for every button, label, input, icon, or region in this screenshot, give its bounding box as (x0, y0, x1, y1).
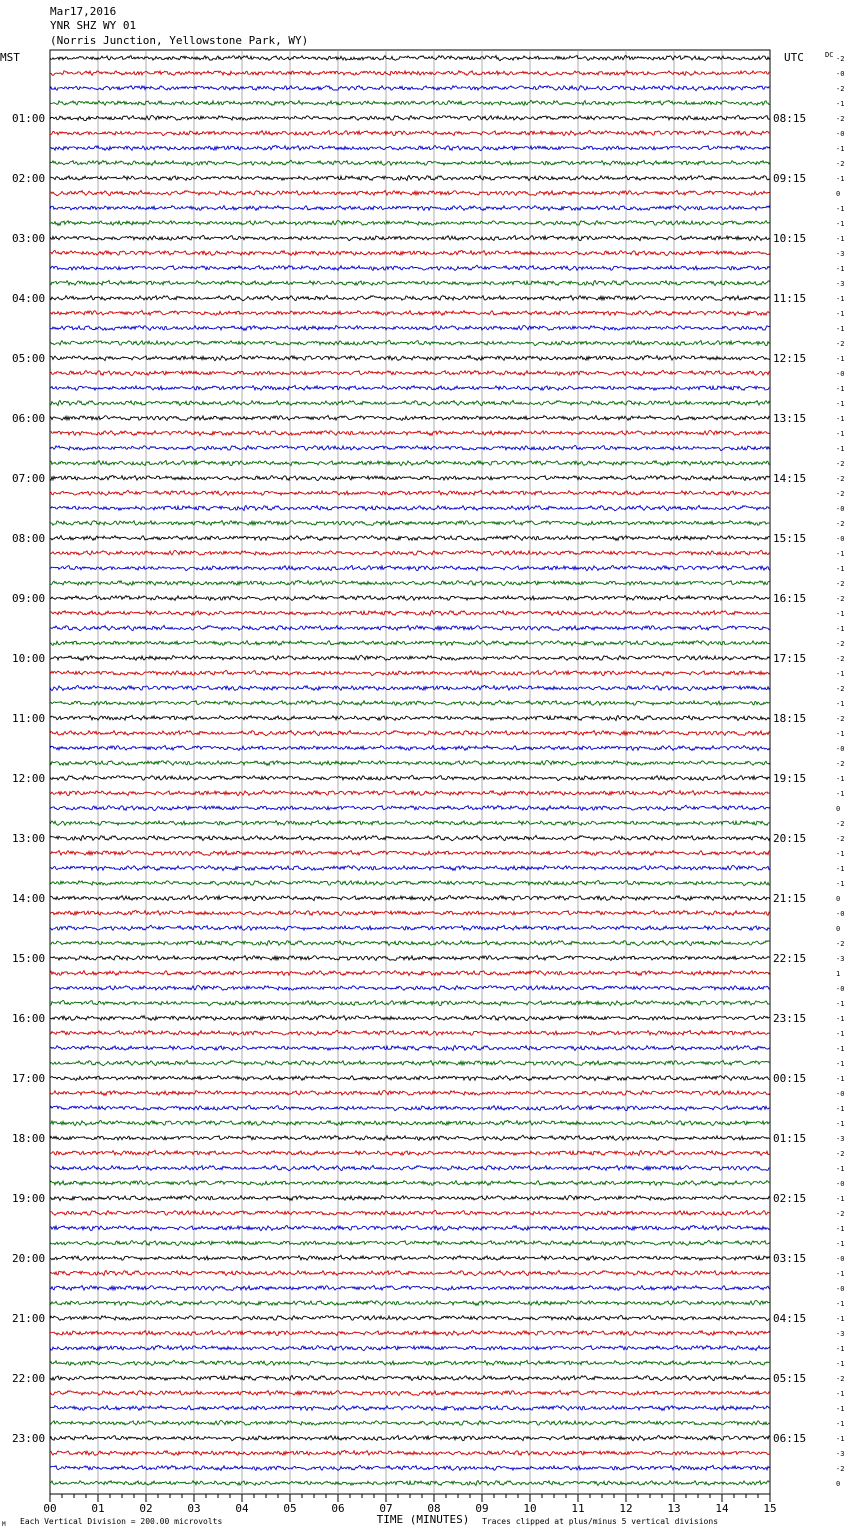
left-hour-label: 11:00 (12, 712, 46, 725)
x-tick-label: 02 (139, 1502, 153, 1515)
right-hour-label: 19:15 (773, 772, 807, 785)
trace-offset-label: -2 (836, 115, 845, 123)
right-hour-label: 12:15 (773, 352, 807, 365)
trace-offset-label: -1 (836, 265, 845, 273)
trace-line (50, 1375, 770, 1380)
trace-line (50, 1060, 770, 1065)
trace-offset-label: -1 (836, 1000, 845, 1008)
right-hour-label: 14:15 (773, 472, 807, 485)
trace-offset-label: -1 (836, 235, 845, 243)
trace-offset-label: -1 (836, 610, 845, 618)
right-hour-label: 00:15 (773, 1072, 807, 1085)
trace-offset-label: -1 (836, 1120, 845, 1128)
trace-line (50, 160, 770, 165)
trace-line (50, 1030, 770, 1035)
trace-line (50, 1481, 770, 1486)
footer-mark: M (2, 1521, 6, 1528)
trace-offset-label: -1 (836, 430, 845, 438)
trace-offset-label: -1 (836, 550, 845, 558)
trace-offset-label: -1 (836, 1225, 845, 1233)
trace-line (50, 490, 770, 495)
trace-line (50, 1331, 770, 1336)
trace-line (50, 1421, 770, 1426)
right-hour-label: 23:15 (773, 1012, 807, 1025)
trace-offset-label: -1 (836, 625, 845, 633)
trace-offset-label: -2 (836, 1210, 845, 1218)
trace-offset-label: -2 (836, 640, 845, 648)
right-hour-label: 01:15 (773, 1132, 807, 1145)
trace-offset-label: -2 (836, 460, 845, 468)
trace-line (50, 1435, 770, 1440)
trace-offset-label: -1 (836, 400, 845, 408)
trace-line (50, 911, 770, 916)
trace-offset-label: -1 (836, 700, 845, 708)
trace-line (50, 1360, 770, 1365)
right-hour-label: 18:15 (773, 712, 807, 725)
right-timezone-label: UTC (784, 51, 804, 64)
right-hour-label: 20:15 (773, 832, 807, 845)
trace-offset-label: -2 (836, 1465, 845, 1473)
right-hour-label: 05:15 (773, 1372, 807, 1385)
trace-line (50, 146, 770, 151)
right-hour-label: 08:15 (773, 112, 807, 125)
trace-line (50, 715, 770, 720)
trace-line (50, 835, 770, 840)
trace-offset-label: -2 (836, 655, 845, 663)
trace-offset-label: -1 (836, 880, 845, 888)
x-tick-label: 03 (187, 1502, 201, 1515)
left-hour-label: 09:00 (12, 592, 46, 605)
trace-offset-label: -1 (836, 1420, 845, 1428)
trace-offset-label: -0 (836, 130, 845, 138)
trace-line (50, 131, 770, 136)
trace-line (50, 1210, 770, 1215)
left-hour-label: 08:00 (12, 532, 46, 545)
trace-offset-label: -0 (836, 505, 845, 513)
trace-line (50, 595, 770, 600)
right-hour-label: 03:15 (773, 1252, 807, 1265)
trace-offset-label: -1 (836, 1360, 845, 1368)
left-hour-label: 06:00 (12, 412, 46, 425)
right-hour-label: 15:15 (773, 532, 807, 545)
trace-offset-label: -1 (836, 295, 845, 303)
trace-line (50, 431, 770, 436)
trace-line (50, 641, 770, 646)
right-hour-label: 16:15 (773, 592, 807, 605)
trace-line (50, 400, 770, 405)
trace-line (50, 1346, 770, 1351)
trace-offset-label: -2 (836, 820, 845, 828)
right-hour-label: 21:15 (773, 892, 807, 905)
trace-offset-label: -1 (836, 145, 845, 153)
trace-offset-label: -2 (836, 160, 845, 168)
trace-line (50, 221, 770, 226)
x-tick-label: 15 (763, 1502, 777, 1515)
trace-line (50, 461, 770, 466)
right-hour-label: 04:15 (773, 1312, 807, 1325)
x-tick-label: 10 (523, 1502, 537, 1515)
x-tick-label: 07 (379, 1502, 393, 1515)
left-hour-label: 05:00 (12, 352, 46, 365)
trace-line (50, 370, 770, 375)
trace-line (50, 955, 770, 960)
trace-line (50, 1406, 770, 1411)
trace-line (50, 1301, 770, 1306)
trace-offset-label: -0 (836, 1180, 845, 1188)
x-tick-label: 08 (427, 1502, 441, 1515)
trace-line (50, 1465, 770, 1470)
trace-line (50, 1121, 770, 1126)
left-hour-label: 23:00 (12, 1432, 46, 1445)
trace-offset-label: -3 (836, 280, 845, 288)
left-hour-label: 18:00 (12, 1132, 46, 1145)
left-hour-label: 21:00 (12, 1312, 46, 1325)
x-tick-label: 14 (715, 1502, 729, 1515)
right-hour-label: 06:15 (773, 1432, 807, 1445)
trace-offset-label: -2 (836, 475, 845, 483)
trace-offset-label: -1 (836, 310, 845, 318)
trace-line (50, 581, 770, 586)
trace-line (50, 880, 770, 885)
trace-offset-label: -2 (836, 1150, 845, 1158)
trace-line (50, 280, 770, 285)
trace-offset-label: -1 (836, 670, 845, 678)
trace-offset-label: 0 (836, 805, 841, 813)
trace-offset-label: -1 (836, 1060, 845, 1068)
trace-offset-label: -1 (836, 1045, 845, 1053)
left-timezone-label: MST (0, 51, 20, 64)
trace-line (50, 850, 770, 855)
right-hour-label: 09:15 (773, 172, 807, 185)
right-hour-label: 10:15 (773, 232, 807, 245)
trace-offset-label: 1 (836, 970, 841, 978)
trace-offset-label: -0 (836, 910, 845, 918)
trace-line (50, 971, 770, 976)
trace-line (50, 745, 770, 750)
trace-offset-label: -1 (836, 790, 845, 798)
trace-line (50, 235, 770, 240)
dc-label: DC (825, 51, 834, 59)
left-hour-label: 01:00 (12, 112, 46, 125)
x-tick-label: 00 (43, 1502, 57, 1515)
left-hour-label: 12:00 (12, 772, 46, 785)
trace-offset-label: -1 (836, 1195, 845, 1203)
trace-line (50, 56, 770, 61)
trace-line (50, 476, 770, 481)
trace-offset-label: -1 (836, 325, 845, 333)
trace-line (50, 700, 770, 705)
trace-offset-label: -1 (836, 1315, 845, 1323)
trace-line (50, 356, 770, 361)
trace-offset-label: -2 (836, 580, 845, 588)
trace-line (50, 100, 770, 105)
trace-line (50, 206, 770, 211)
trace-line (50, 86, 770, 91)
trace-offset-label: -1 (836, 1105, 845, 1113)
trace-offset-label: -1 (836, 1015, 845, 1023)
trace-offset-label: -1 (836, 415, 845, 423)
trace-line (50, 1390, 770, 1395)
trace-offset-label: -1 (836, 1240, 845, 1248)
trace-line (50, 896, 770, 901)
trace-line (50, 1000, 770, 1005)
trace-offset-label: -0 (836, 1255, 845, 1263)
trace-offset-label: -1 (836, 385, 845, 393)
trace-line (50, 791, 770, 796)
trace-offset-label: -1 (836, 1075, 845, 1083)
right-hour-label: 13:15 (773, 412, 807, 425)
left-hour-label: 20:00 (12, 1252, 46, 1265)
trace-offset-label: -0 (836, 1285, 845, 1293)
trace-line (50, 670, 770, 675)
trace-offset-label: -2 (836, 85, 845, 93)
right-hour-label: 22:15 (773, 952, 807, 965)
trace-offset-label: -2 (836, 1375, 845, 1383)
trace-line (50, 1315, 770, 1320)
trace-offset-label: -1 (836, 1270, 845, 1278)
footer-clipping-note: Traces clipped at plus/minus 5 vertical divisions (482, 1517, 719, 1526)
left-hour-label: 17:00 (12, 1072, 46, 1085)
trace-line (50, 1135, 770, 1140)
trace-offset-label: -0 (836, 745, 845, 753)
trace-line (50, 1150, 770, 1155)
left-hour-label: 02:00 (12, 172, 46, 185)
plot-date: Mar17,2016 (50, 5, 117, 18)
right-hour-label: 11:15 (773, 292, 807, 305)
trace-line (50, 775, 770, 780)
trace-offset-label: -0 (836, 985, 845, 993)
left-hour-label: 19:00 (12, 1192, 46, 1205)
x-tick-label: 05 (283, 1502, 297, 1515)
trace-line (50, 310, 770, 315)
trace-line (50, 761, 770, 766)
trace-line (50, 385, 770, 390)
trace-line (50, 1196, 770, 1201)
trace-line (50, 866, 770, 871)
trace-offset-label: -0 (836, 1090, 845, 1098)
trace-line (50, 1451, 770, 1456)
trace-line (50, 730, 770, 735)
trace-line (50, 1270, 770, 1275)
left-hour-label: 15:00 (12, 952, 46, 965)
trace-offset-label: -1 (836, 1405, 845, 1413)
trace-line (50, 986, 770, 991)
trace-line (50, 115, 770, 120)
trace-offset-label: -0 (836, 70, 845, 78)
x-axis-title: TIME (MINUTES) (376, 1513, 470, 1526)
trace-offset-label: -1 (836, 730, 845, 738)
left-hour-label: 04:00 (12, 292, 46, 305)
x-tick-label: 11 (571, 1502, 585, 1515)
left-hour-label: 14:00 (12, 892, 46, 905)
right-hour-label: 02:15 (773, 1192, 807, 1205)
x-tick-label: 09 (475, 1502, 489, 1515)
trace-offset-label: -1 (836, 100, 845, 108)
trace-offset-label: -1 (836, 565, 845, 573)
trace-offset-label: -1 (836, 1345, 845, 1353)
trace-line (50, 1165, 770, 1170)
trace-line (50, 1240, 770, 1245)
x-tick-label: 04 (235, 1502, 249, 1515)
trace-offset-label: -1 (836, 445, 845, 453)
left-hour-label: 07:00 (12, 472, 46, 485)
right-hour-label: 17:15 (773, 652, 807, 665)
trace-offset-label: -2 (836, 55, 845, 63)
trace-offset-label: -1 (836, 220, 845, 228)
footer-vertical-division: Each Vertical Division = 200.00 microvolts (20, 1517, 223, 1526)
trace-line (50, 1285, 770, 1290)
trace-offset-label: -2 (836, 940, 845, 948)
trace-line (50, 326, 770, 331)
trace-offset-label: -1 (836, 1030, 845, 1038)
trace-offset-label: -3 (836, 250, 845, 258)
trace-line (50, 505, 770, 510)
trace-offset-label: -2 (836, 715, 845, 723)
trace-line (50, 820, 770, 825)
station-location: (Norris Junction, Yellowstone Park, WY) (50, 34, 309, 47)
trace-line (50, 1016, 770, 1021)
trace-offset-label: -2 (836, 760, 845, 768)
trace-offset-label: -3 (836, 1135, 845, 1143)
trace-offset-label: -1 (836, 355, 845, 363)
trace-line (50, 686, 770, 691)
trace-line (50, 805, 770, 810)
trace-line (50, 536, 770, 541)
trace-line (50, 251, 770, 256)
trace-line (50, 925, 770, 930)
trace-offset-label: -1 (836, 205, 845, 213)
trace-offset-label: -1 (836, 865, 845, 873)
x-tick-label: 12 (619, 1502, 633, 1515)
trace-line (50, 1091, 770, 1096)
trace-line (50, 445, 770, 450)
x-tick-label: 13 (667, 1502, 681, 1515)
trace-offset-label: -2 (836, 520, 845, 528)
trace-line (50, 295, 770, 300)
trace-line (50, 71, 770, 76)
trace-offset-label: -0 (836, 535, 845, 543)
trace-offset-label: 0 (836, 925, 841, 933)
trace-offset-label: -2 (836, 685, 845, 693)
trace-line (50, 1180, 770, 1185)
trace-line (50, 1105, 770, 1110)
left-hour-label: 22:00 (12, 1372, 46, 1385)
trace-line (50, 1076, 770, 1081)
trace-offset-label: -2 (836, 340, 845, 348)
trace-offset-label: 0 (836, 1480, 841, 1488)
trace-line (50, 340, 770, 345)
left-hour-label: 16:00 (12, 1012, 46, 1025)
x-tick-label: 01 (91, 1502, 105, 1515)
trace-line (50, 520, 770, 525)
trace-offset-label: -0 (836, 370, 845, 378)
trace-line (50, 940, 770, 945)
trace-line (50, 1226, 770, 1231)
trace-offset-label: -1 (836, 1435, 845, 1443)
trace-offset-label: -1 (836, 1390, 845, 1398)
trace-offset-label: -1 (836, 775, 845, 783)
trace-line (50, 265, 770, 270)
trace-offset-label: -1 (836, 1165, 845, 1173)
trace-line (50, 176, 770, 181)
trace-line (50, 611, 770, 616)
trace-line (50, 1255, 770, 1260)
trace-offset-label: -2 (836, 595, 845, 603)
trace-offset-label: -3 (836, 955, 845, 963)
trace-offset-label: -1 (836, 850, 845, 858)
trace-line (50, 190, 770, 195)
trace-offset-label: -3 (836, 1330, 845, 1338)
trace-line (50, 625, 770, 630)
trace-offset-label: -2 (836, 835, 845, 843)
trace-line (50, 1046, 770, 1051)
trace-offset-label: -1 (836, 1300, 845, 1308)
trace-line (50, 550, 770, 555)
trace-offset-label: 0 (836, 895, 841, 903)
trace-offset-label: -2 (836, 490, 845, 498)
trace-line (50, 656, 770, 661)
left-hour-label: 13:00 (12, 832, 46, 845)
trace-line (50, 415, 770, 420)
station-code: YNR SHZ WY 01 (50, 19, 137, 32)
x-tick-label: 06 (331, 1502, 345, 1515)
trace-offset-label: 0 (836, 190, 841, 198)
trace-line (50, 566, 770, 571)
trace-offset-label: -3 (836, 1450, 845, 1458)
trace-offset-label: -1 (836, 175, 845, 183)
left-hour-label: 03:00 (12, 232, 46, 245)
left-hour-label: 10:00 (12, 652, 46, 665)
